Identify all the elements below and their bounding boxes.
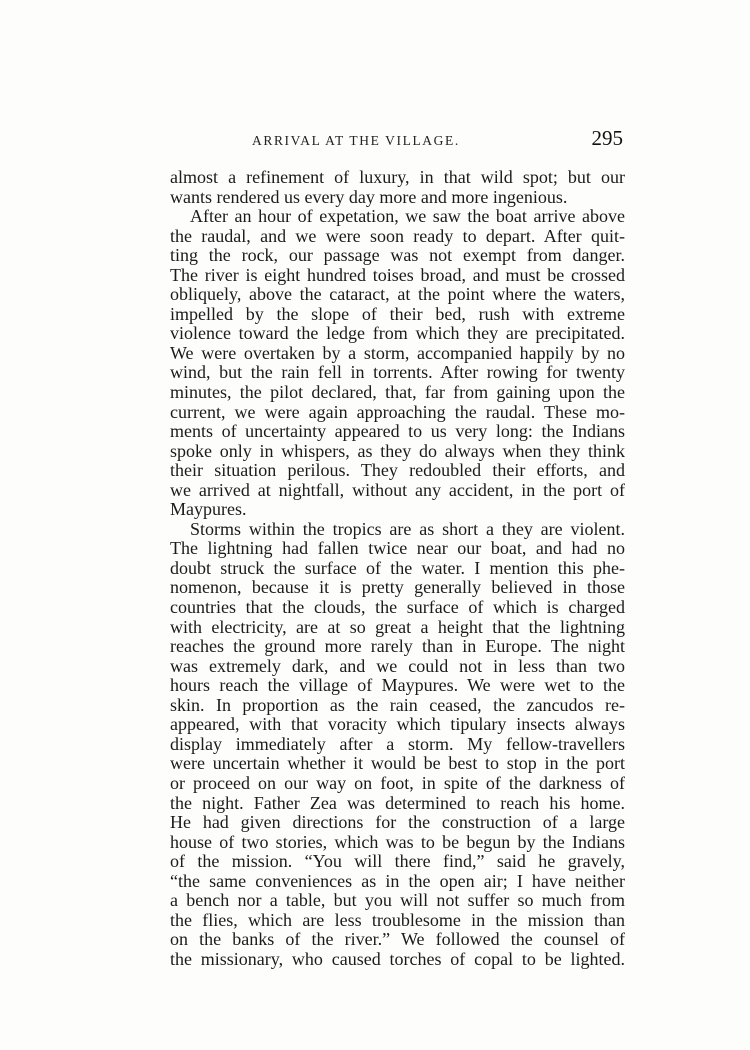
text-line: the raudal, and we were soon ready to depart. After quit- (170, 225, 625, 246)
text-line: countries that the clouds, the surface of which is charged (170, 597, 625, 618)
text-line: appeared, with that voracity which tipulary insects always (170, 714, 625, 735)
text-line: a bench nor a table, but you will not suffer so much from (170, 890, 625, 911)
text-line: He had given directions for the construction of a large (170, 812, 625, 833)
text-line: almost a refinement of luxury, in that wild spot; but our (170, 167, 625, 187)
text-line: was extremely dark, and we could not in less than two (170, 655, 625, 676)
text-line: The lightning had fallen twice near our boat, and had no (170, 538, 625, 559)
text-line: their situation perilous. They redoubled their efforts, and (170, 460, 625, 481)
text-line: of the mission. “You will there find,” said he gravely, (170, 851, 625, 872)
text-line: obliquely, above the cataract, at the point where the waters, (170, 284, 625, 305)
text-line: minutes, the pilot declared, that, far from gaining upon the (170, 382, 625, 403)
running-head: ARRIVAL AT THE VILLAGE. (252, 133, 460, 148)
text-line: the night. Father Zea was determined to reach his home. (170, 792, 625, 813)
text-line: we arrived at nightfall, without any accident, in the port of (170, 479, 625, 500)
text-line: After an hour of expetation, we saw the boat arrive above (190, 206, 625, 227)
text-line: The river is eight hundred toises broad, and must be crossed (170, 264, 625, 285)
text-line: skin. In proportion as the rain ceased, the zancudos re- (170, 694, 625, 715)
text-line: impelled by the slope of their bed, rush with extreme (170, 303, 625, 324)
page-header (170, 126, 625, 156)
text-line: doubt struck the surface of the water. I mention this phe- (170, 557, 625, 578)
text-line: “the same conveniences as in the open air; I have neither (170, 870, 625, 891)
text-line: display immediately after a storm. My fellow-travellers (170, 733, 625, 754)
text-line: nomenon, because it is pretty generally believed in those (170, 577, 625, 598)
text-line: current, we were again approaching the raudal. These mo- (170, 401, 625, 422)
text-line: or proceed on our way on foot, in spite of the darkness of (170, 772, 625, 793)
text-line: We were overtaken by a storm, accompanied happily by no (170, 342, 625, 363)
text-line: spoke only in whispers, as they do always when they think (170, 440, 625, 461)
text-line: wants rendered us every day more and more ingenious. (170, 186, 568, 207)
text-line: wind, but the rain fell in torrents. After rowing for twenty (170, 362, 625, 383)
text-line: Storms within the tropics are as short a they are violent. (190, 518, 625, 539)
text-line: Maypures. (170, 499, 247, 520)
text-line: the missionary, who caused torches of copal to be lighted. (170, 948, 625, 969)
text-line: hours reach the village of Maypures. We were wet to the (170, 675, 625, 696)
text-line: violence toward the ledge from which they are precipitated. (170, 323, 625, 344)
page-number: 295 (591, 126, 623, 150)
text-line: house of two stories, which was to be begun by the Indians (170, 831, 625, 852)
text-line: reaches the ground more rarely than in Europe. The night (170, 636, 625, 657)
text-line: ments of uncertainty appeared to us very long: the Indians (170, 421, 625, 442)
text-line: were uncertain whether it would be best to stop in the port (170, 753, 625, 774)
text-line: ting the rock, our passage was not exempt from danger. (170, 245, 625, 266)
text-line: on the banks of the river.” We followed the counsel of (170, 929, 625, 950)
text-line: with electricity, are at so great a height that the lightning (170, 616, 625, 637)
text-line: the flies, which are less troublesome in the mission than (170, 909, 625, 930)
body-text (170, 168, 625, 969)
